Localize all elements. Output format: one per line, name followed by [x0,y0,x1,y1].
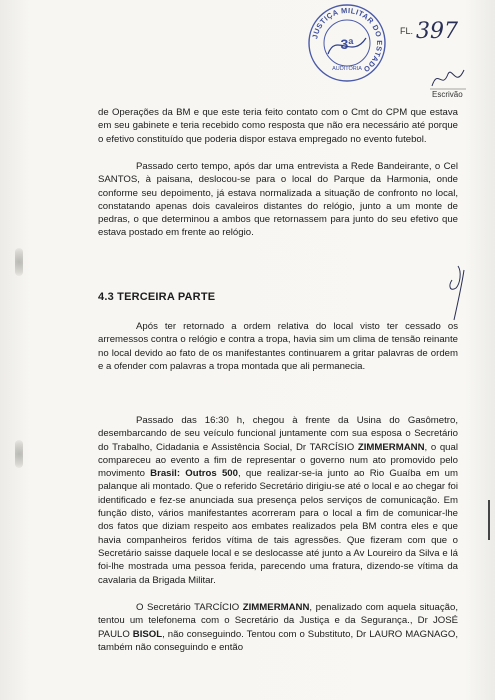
svg-text:3ª: 3ª [340,36,354,52]
escrivao-label: Escrivão [432,90,463,99]
paragraph-continuation: de Operações da BM e que este teria feito contato com o Cmt do CPM que estava em seu gabinete e teria recebido como resposta que não era necessário até porque o efetivo constituído que poderia dispor estava empregado no evento futebol. [98,107,458,145]
margin-mark [440,262,470,322]
svg-text:397: 397 [416,19,458,44]
paragraph-cel-santos: Passado certo tempo, após dar uma entrevista a Rede Bandeirante, o Cel SANTOS, à paisana, deslocou-se para o local do Parque da Harmonia, onde conforme seu depoimento, já estava normalizada a situação de confronto no local, constatando apenas dois cavaleiros distantes do relógio, junto a um monte de pedras, o que determinou a ambos que retornassem para junto do seu efetivo que estava postado em frente ao relógio. [98,161,458,239]
punch-hole-top [15,248,23,276]
court-stamp [306,2,388,84]
paragraph-ordem-retomada: Após ter retornado a ordem relativa do local visto ter cessado os arremessos contra o relógio e contra a tropa, havia sim um clima de tensão reinante no local devido ao fato de os manifestantes continuarem a gritar palavras de ordem e a ofender com palavras a tropa montada que ali permanecia. [98,321,458,372]
paragraph-secretario-chegada: Passado das 16:30 h, chegou à frente da Usina do Gasômetro, desembarcando de seu veículo funcional juntamente com sua esposa o Secretário do Trabalho, Cidadania e Assistência Social, Dr TARCÍSIO ZIMMERMANN, o qual compareceu ao evento a fim de representar o governo num ato promovido pelo movimento Brasil: Outros 500, que realizar-se-ia junto ao Rio Guaíba em um palanque ali montado. Que o referido Secretário dirigiu-se até o local e ao chegar foi identificado e fez-se anunciada sua presença pelos serviços de comunicação. Em função disto, vários manifestantes acorreram para o local a fim de comunicar-lhe dos fatos que diziam respeito aos embates realizados pela BM contra eles e que havia companheiros feridos vítima de tais agressões. Que fizeram com que o Secretário saisse daquele local e se deslocasse até junto a Av Loureiro da Silva e lá foi-lhe mostrada uma pessoa ferida, parecendo uma fratura, dizendo-se vítima da cavalaria da Brigada Militar. [98,415,458,586]
section-heading: 4.3 TERCEIRA PARTE [98,291,216,303]
folio-number-handwritten [412,12,458,46]
escrivao-signature [428,64,468,92]
svg-text:JUSTIÇA MILITAR DO ESTADO: JUSTIÇA MILITAR DO ESTADO [310,5,385,75]
punch-hole-bottom [15,440,23,468]
svg-text:AUDITORIA: AUDITORIA [332,66,362,72]
page-edge-mark [488,500,490,540]
folio-label: FL. [400,26,414,36]
paragraph-secretario-telefonema: O Secretário TARCÍCIO ZIMMERMANN, penalizado com aquela situação, tentou um telefonema com o Secretário da Justiça e da Segurança., Dr JOSÉ PAULO BISOL, não conseguindo. Tentou com o Substituto, Dr LAURO MAGNAGO, também não conseguindo e então [98,602,459,653]
